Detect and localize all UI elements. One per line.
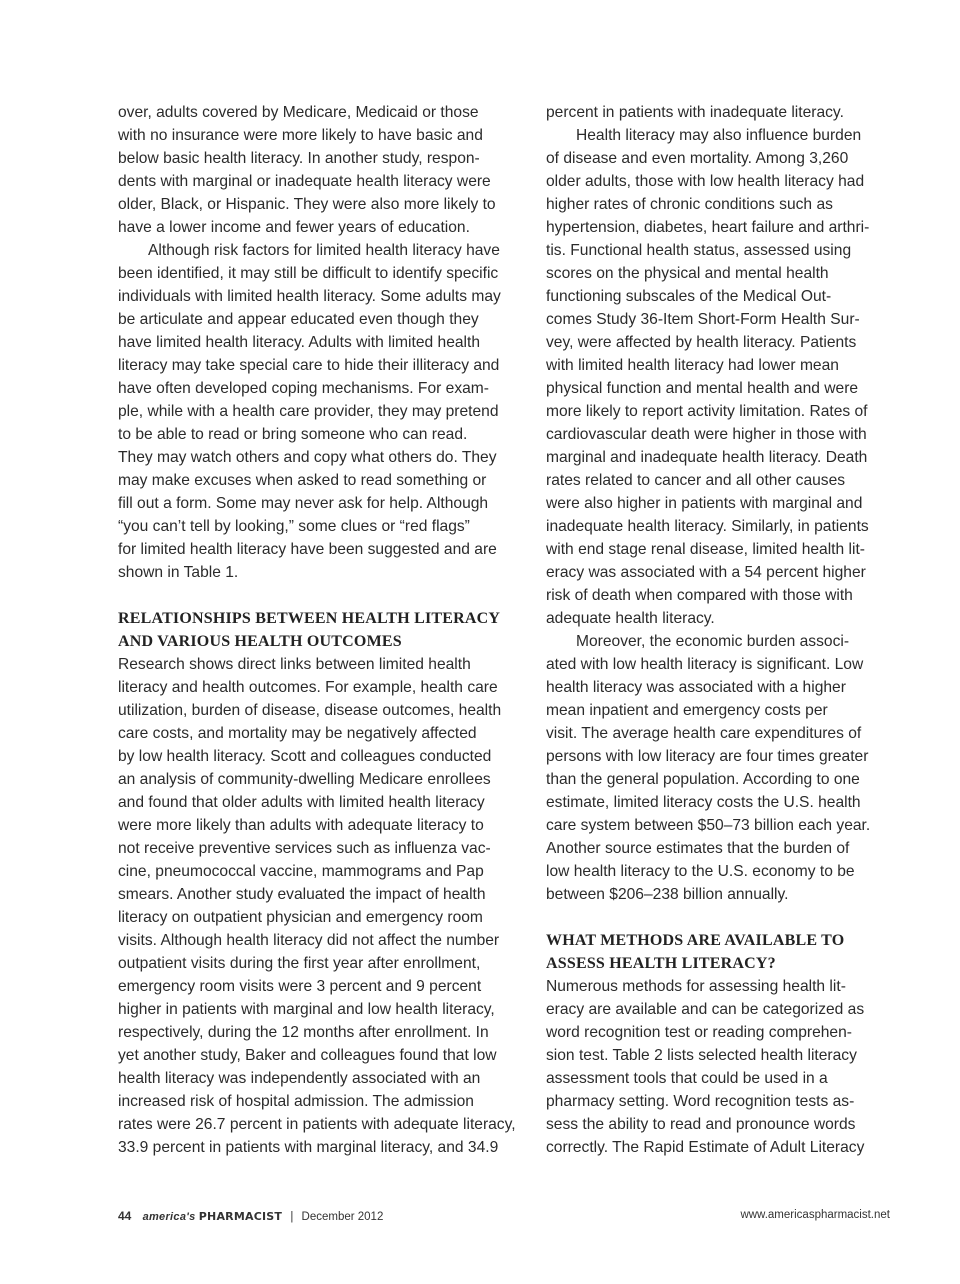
text-line: with limited health literacy had lower mean	[546, 357, 839, 374]
text-line: yet another study, Baker and colleagues found that low	[118, 1047, 497, 1064]
text-line: assessment tools that could be used in a	[546, 1070, 828, 1087]
text-line: between $206–238 billion annually.	[546, 886, 789, 903]
text-line: respectively, during the 12 months after enrollment. In	[118, 1024, 489, 1041]
text-line: shown in Table 1.	[118, 564, 239, 581]
text-line: more likely to report activity limitation. Rates of	[546, 403, 868, 420]
text-line: to be able to read or bring someone who can read.	[118, 426, 468, 443]
section-heading: RELATIONSHIPS BETWEEN HEALTH LITERACY	[118, 610, 501, 627]
text-line: word recognition test or reading comprehen-	[546, 1024, 852, 1041]
text-line: 33.9 percent in patients with marginal literacy, and 34.9	[118, 1139, 499, 1156]
text-line: cine, pneumococcal vaccine, mammograms and Pap	[118, 863, 484, 880]
text-line: Another source estimates that the burden of	[546, 840, 850, 857]
section-heading: AND VARIOUS HEALTH OUTCOMES	[118, 633, 402, 650]
text-line: older adults, those with low health literacy had	[546, 173, 865, 190]
text-line: inadequate health literacy. Similarly, in patients	[546, 518, 869, 535]
text-line: were more likely than adults with adequate literacy to	[118, 817, 484, 834]
text-line: dents with marginal or inadequate health literacy were	[118, 173, 491, 190]
text-line: literacy on outpatient physician and emergency room	[118, 909, 483, 926]
section-heading: WHAT METHODS ARE AVAILABLE TO	[546, 932, 845, 949]
paragraph-gap	[546, 906, 891, 929]
text-line: care system between $50–73 billion each year.	[546, 817, 871, 834]
text-line: pharmacy setting. Word recognition tests as-	[546, 1093, 855, 1110]
text-line: health literacy was associated with a higher	[546, 679, 846, 696]
text-line: have limited health literacy. Adults with limited health	[118, 334, 481, 351]
text-line: individuals with limited health literacy. Some adults may	[118, 288, 501, 305]
text-line: be articulate and appear educated even though they	[118, 311, 479, 328]
text-line: an analysis of community-dwelling Medicare enrollees	[118, 771, 491, 788]
text-line: may make excuses when asked to read something or	[118, 472, 487, 489]
text-line: emergency room visits were 3 percent and 9 percent	[118, 978, 482, 995]
text-line: been identified, it may still be difficult to identify specific	[118, 265, 499, 282]
text-line: percent in patients with inadequate literacy.	[546, 104, 844, 121]
text-line: hypertension, diabetes, heart failure and arthri-	[546, 219, 870, 236]
text-line: outpatient visits during the first year after enrollment,	[118, 955, 481, 972]
text-line: older, Black, or Hispanic. They were also more likely to	[118, 196, 496, 213]
text-line: marginal and inadequate health literacy. Death	[546, 449, 868, 466]
text-line: They may watch others and copy what others do. They	[118, 449, 497, 466]
section-heading: ASSESS HEALTH LITERACY?	[546, 955, 776, 972]
text-line: visits. Although health literacy did not affect the number	[118, 932, 500, 949]
text-line: Health literacy may also influence burden	[576, 127, 862, 144]
issue-date: December 2012	[301, 1211, 384, 1223]
text-line: higher rates of chronic conditions such as	[546, 196, 833, 213]
text-line: eracy was associated with a 54 percent higher	[546, 564, 866, 581]
magazine-brand-prefix: america's	[142, 1211, 196, 1223]
text-line: smears. Another study evaluated the impact of health	[118, 886, 486, 903]
text-line: than the general population. According to one	[546, 771, 860, 788]
text-line: adequate health literacy.	[546, 610, 715, 627]
text-line: Although risk factors for limited health literacy have	[148, 242, 500, 259]
text-line: low health literacy to the U.S. economy to be	[546, 863, 855, 880]
text-line: higher in patients with marginal and low health literacy,	[118, 1001, 495, 1018]
text-line: and found that older adults with limited health literacy	[118, 794, 485, 811]
text-line: rates were 26.7 percent in patients with adequate literacy,	[118, 1116, 516, 1133]
text-line: tis. Functional health status, assessed using	[546, 242, 852, 259]
text-line: cardiovascular death were higher in those with	[546, 426, 867, 443]
text-line: of disease and even mortality. Among 3,260	[546, 150, 849, 167]
text-line: care costs, and mortality may be negatively affected	[118, 725, 477, 742]
footer-separator: |	[290, 1211, 294, 1223]
text-line: comes Study 36-Item Short-Form Health Sur-	[546, 311, 860, 328]
page-number: 44	[118, 1209, 132, 1223]
text-line: below basic health literacy. In another study, respon-	[118, 150, 480, 167]
text-line: sess the ability to read and pronounce words	[546, 1116, 856, 1133]
page-footer	[118, 1209, 890, 1229]
paragraph-gap	[118, 584, 530, 607]
text-line: correctly. The Rapid Estimate of Adult Literacy	[546, 1139, 865, 1156]
text-line: health literacy was independently associated with an	[118, 1070, 481, 1087]
text-line: persons with low literacy are four times greater	[546, 748, 869, 765]
text-line: ated with low health literacy is significant. Low	[546, 656, 864, 673]
text-line: literacy and health outcomes. For example, health care	[118, 679, 498, 696]
text-line: literacy may take special care to hide their illiteracy and	[118, 357, 500, 374]
text-line: Numerous methods for assessing health lit-	[546, 978, 846, 995]
text-line: for limited health literacy have been suggested and are	[118, 541, 497, 558]
text-line: physical function and mental health and were	[546, 380, 859, 397]
text-line: vey, were affected by health literacy. Patients	[546, 334, 857, 351]
text-line: increased risk of hospital admission. The admission	[118, 1093, 474, 1110]
text-line: scores on the physical and mental health	[546, 265, 829, 282]
text-line: were also higher in patients with marginal and	[546, 495, 863, 512]
text-line: not receive preventive services such as influenza vac-	[118, 840, 491, 857]
text-line: ple, while with a health care provider, they may pretend	[118, 403, 499, 420]
text-line: sion test. Table 2 lists selected health literacy	[546, 1047, 857, 1064]
text-line: risk of death when compared with those with	[546, 587, 853, 604]
text-line: Moreover, the economic burden associ-	[576, 633, 850, 650]
magazine-brand-name: PHARMACIST	[198, 1210, 283, 1223]
text-line: visit. The average health care expenditures of	[546, 725, 862, 742]
text-line: Research shows direct links between limited health	[118, 656, 471, 673]
text-line: have a lower income and fewer years of education.	[118, 219, 470, 236]
text-line: fill out a form. Some may never ask for help. Although	[118, 495, 489, 512]
text-line: utilization, burden of disease, disease outcomes, health	[118, 702, 502, 719]
text-line: with no insurance were more likely to have basic and	[118, 127, 483, 144]
text-line: with end stage renal disease, limited health lit-	[546, 541, 865, 558]
text-line: eracy are available and can be categorized as	[546, 1001, 865, 1018]
text-line: have often developed coping mechanisms. For exam-	[118, 380, 489, 397]
right-column	[546, 101, 891, 1159]
website-url: www.americaspharmacist.net	[740, 1209, 890, 1221]
text-line: functioning subscales of the Medical Out-	[546, 288, 832, 305]
left-column	[118, 101, 530, 1159]
text-line: rates related to cancer and all other causes	[546, 472, 846, 489]
text-line: by low health literacy. Scott and colleagues conducted	[118, 748, 492, 765]
text-line: over, adults covered by Medicare, Medicaid or those	[118, 104, 479, 121]
text-line: mean inpatient and emergency costs per	[546, 702, 828, 719]
text-line: estimate, limited literacy costs the U.S. health	[546, 794, 861, 811]
text-line: “you can’t tell by looking,” some clues or “red flags”	[118, 518, 470, 535]
